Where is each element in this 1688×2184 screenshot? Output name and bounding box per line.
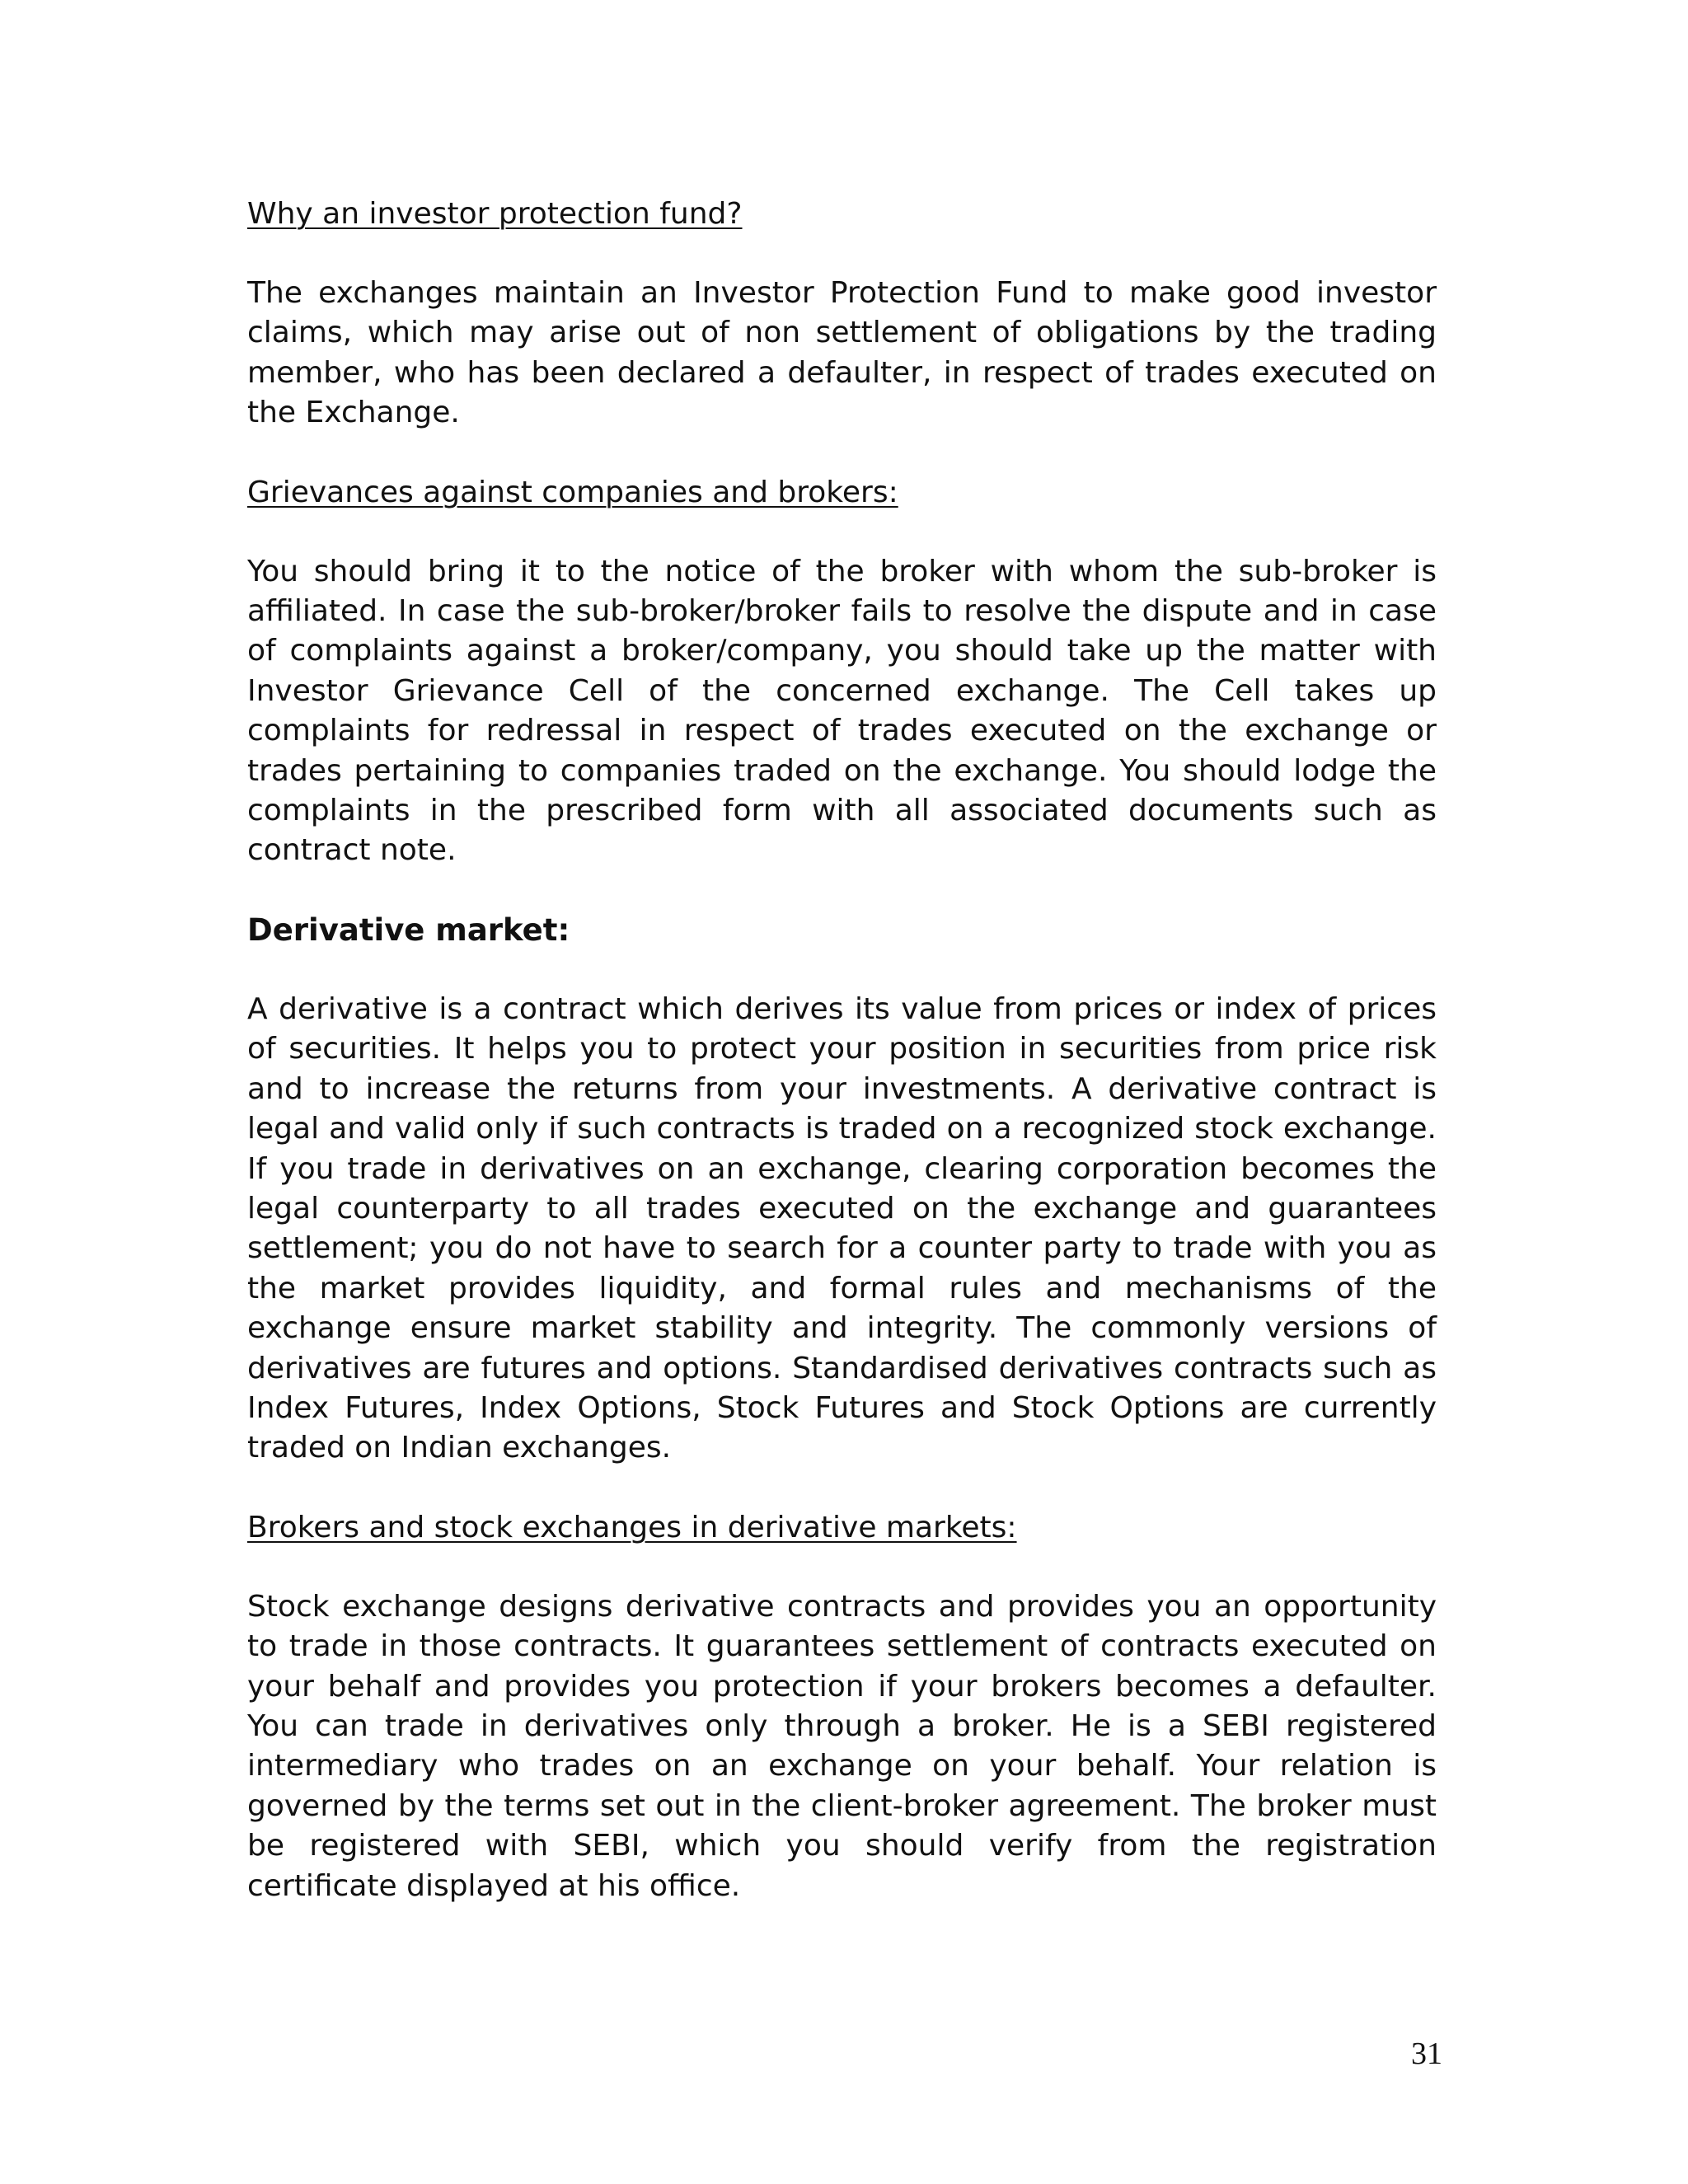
section-heading-derivative-market: Derivative market: [247, 912, 570, 948]
paragraph-grievances: You should bring it to the notice of the broker with whom the sub-broker is affiliated. In case the sub-broker/broker fails to resolve the dispute and in case of complaints against a broker/company, you should take up the matter with Investor Grievance Cell of the concerned exchange. The Cell takes up complaints for redressal in respect of trades executed on the exchange or trades pertaining to companies traded on the exchange. You should lodge the complaints in the prescribed form with all associated documents such as contract note. [247, 554, 1437, 868]
paragraph-derivative-market: A derivative is a contract which derives its value from prices or index of prices of securities. It helps you to protect your position in securities from price risk and to increase the returns from your investments. A derivative contract is legal and valid only if such contracts is traded on a recognized stock exchange. If you trade in derivatives on an exchange, clearing corporation becomes the legal counterparty to all trades executed on the exchange and guarantees settlement; you do not have to search for a counter party to trade with you as the market provides liquidity, and formal rules and mechanisms of the exchange ensure market stability and integrity. The commonly versions of derivatives are futures and options. Standardised derivatives contracts such as Index Futures, Index Options, Stock Futures and Stock Options are currently traded on Indian exchanges. [247, 991, 1437, 1465]
paragraph-brokers-derivative-markets: Stock exchange designs derivative contracts and provides you an opportunity to trade in those contracts. It guarantees settlement of contracts executed on your behalf and provides you protection if your brokers becomes a defaulter. You can trade in derivatives only through a broker. He is a SEBI registered intermediary who trades on an exchange on your behalf. Your relation is governed by the terms set out in the client-broker agreement. The broker must be registered with SEBI, which you should verify from the registration certificate displayed at his office. [247, 1589, 1437, 1903]
section-heading-investor-protection-fund: Why an investor protection fund? [247, 197, 743, 231]
document-page [247, 194, 1437, 1946]
section-heading-grievances: Grievances against companies and brokers: [247, 475, 898, 509]
section-heading-brokers-derivative-markets: Brokers and stock exchanges in derivative markets: [247, 1510, 1017, 1544]
paragraph-investor-protection-fund: The exchanges maintain an Investor Protection Fund to make good investor claims, which may arise out of non settlement of obligations by the trading member, who has been declared a defaulter, in respect of trades executed on the Exchange. [247, 276, 1437, 430]
page-number: 31 [1411, 2036, 1442, 2071]
